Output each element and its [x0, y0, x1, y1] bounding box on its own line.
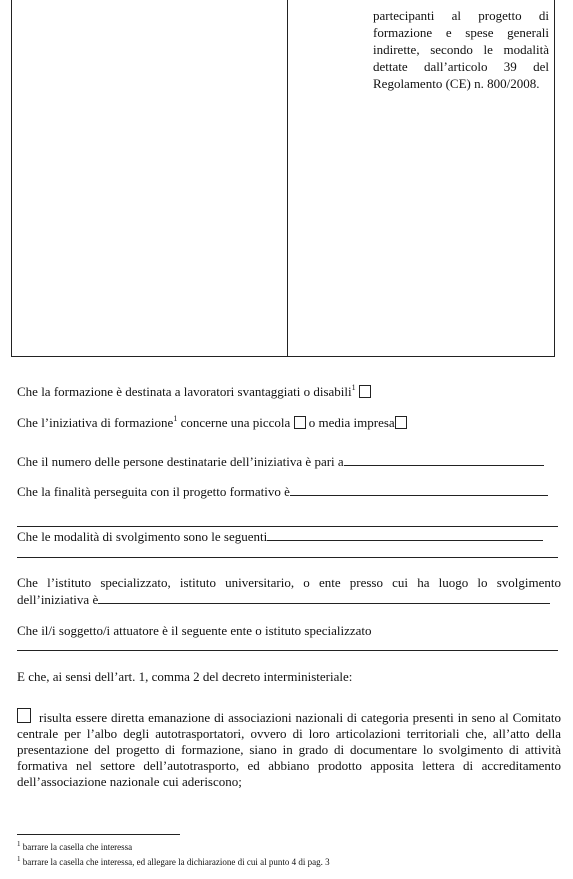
medium-enterprise-label: o media impresa: [305, 415, 395, 430]
statement-implementer: [17, 623, 372, 639]
statement-association: [17, 710, 561, 790]
institute-fill-line[interactable]: [98, 591, 550, 604]
footnote-2-mark: 1: [17, 855, 21, 863]
footnote-2: [17, 857, 330, 868]
purpose-continuation-line[interactable]: [17, 526, 558, 527]
footnote-separator: [17, 834, 180, 835]
footnote-1: [17, 842, 132, 853]
modalities-continuation-line[interactable]: [17, 557, 558, 558]
implementer-fill-line[interactable]: [17, 650, 558, 651]
table-right-cell-text: partecipanti al progetto di formazione e spese generali indirette, secondo le modalità dettate dall’articolo 39 del Regolamento (CE) n. 800/2008.: [373, 8, 549, 91]
statement-institute-text: Che l’istituto specializzato, istituto universitario, o ente presso cui ha luogo lo svolgimento dell’iniziativa è: [17, 575, 561, 607]
table-column-divider: [287, 0, 288, 357]
statement-recipients-text: Che il numero delle persone destinatarie dell’iniziativa è pari a: [17, 454, 344, 469]
medium-enterprise-checkbox[interactable]: [395, 416, 407, 429]
footnote-ref: 1: [173, 414, 178, 423]
statement-disadvantaged: [17, 384, 371, 400]
small-enterprise-checkbox[interactable]: [294, 416, 306, 429]
purpose-fill-line[interactable]: [290, 483, 548, 496]
statement-enterprise: [17, 415, 407, 431]
statement-modalities-text: Che le modalità di svolgimento sono le seguenti: [17, 529, 268, 544]
modalities-fill-line[interactable]: [267, 528, 543, 541]
recipients-fill-line[interactable]: [344, 453, 544, 466]
statement-decree-text: E che, ai sensi dell’art. 1, comma 2 del decreto interministeriale:: [17, 669, 353, 684]
footnote-ref: 1: [351, 383, 356, 392]
statement-implementer-text: Che il/i soggetto/i attuatore è il seguente ente o istituto specializzato: [17, 623, 372, 638]
statement-purpose-text: Che la finalità perseguita con il progetto formativo è: [17, 484, 290, 499]
statement-institute: [17, 575, 561, 608]
statement-modalities: [17, 528, 543, 545]
association-checkbox[interactable]: [17, 708, 31, 723]
statement-decree: [17, 669, 352, 685]
footnote-1-text: barrare la casella che interessa: [22, 842, 133, 852]
statement-association-text: risulta essere diretta emanazione di associazioni nazionali di categoria presenti in seno al Comitato centrale per l’albo degli autotrasportatori, ovvero di loro articolazioni territoriali che, all’atto della presentazione del progetto di formazione, siano in grado di documentare lo svolgimento di attività formativa nel settore dell’autotrasporto, ed abbiano prodotto apposita lettera di accreditamento dell’associazione nazionale cui aderiscono;: [17, 710, 561, 789]
small-enterprise-label: concerne una piccola: [177, 415, 294, 430]
footnote-2-text: barrare la casella che interessa, ed allegare la dichiarazione di cui al punto 4 di pag. 3: [22, 857, 330, 867]
statement-recipients: [17, 453, 544, 470]
statement-purpose: [17, 483, 548, 500]
statement-disadvantaged-text: Che la formazione è destinata a lavoratori svantaggiati o disabili: [17, 384, 352, 399]
disadvantaged-checkbox[interactable]: [359, 385, 371, 398]
statement-enterprise-text: Che l’iniziativa di formazione: [17, 415, 174, 430]
footnote-1-mark: 1: [17, 840, 21, 848]
